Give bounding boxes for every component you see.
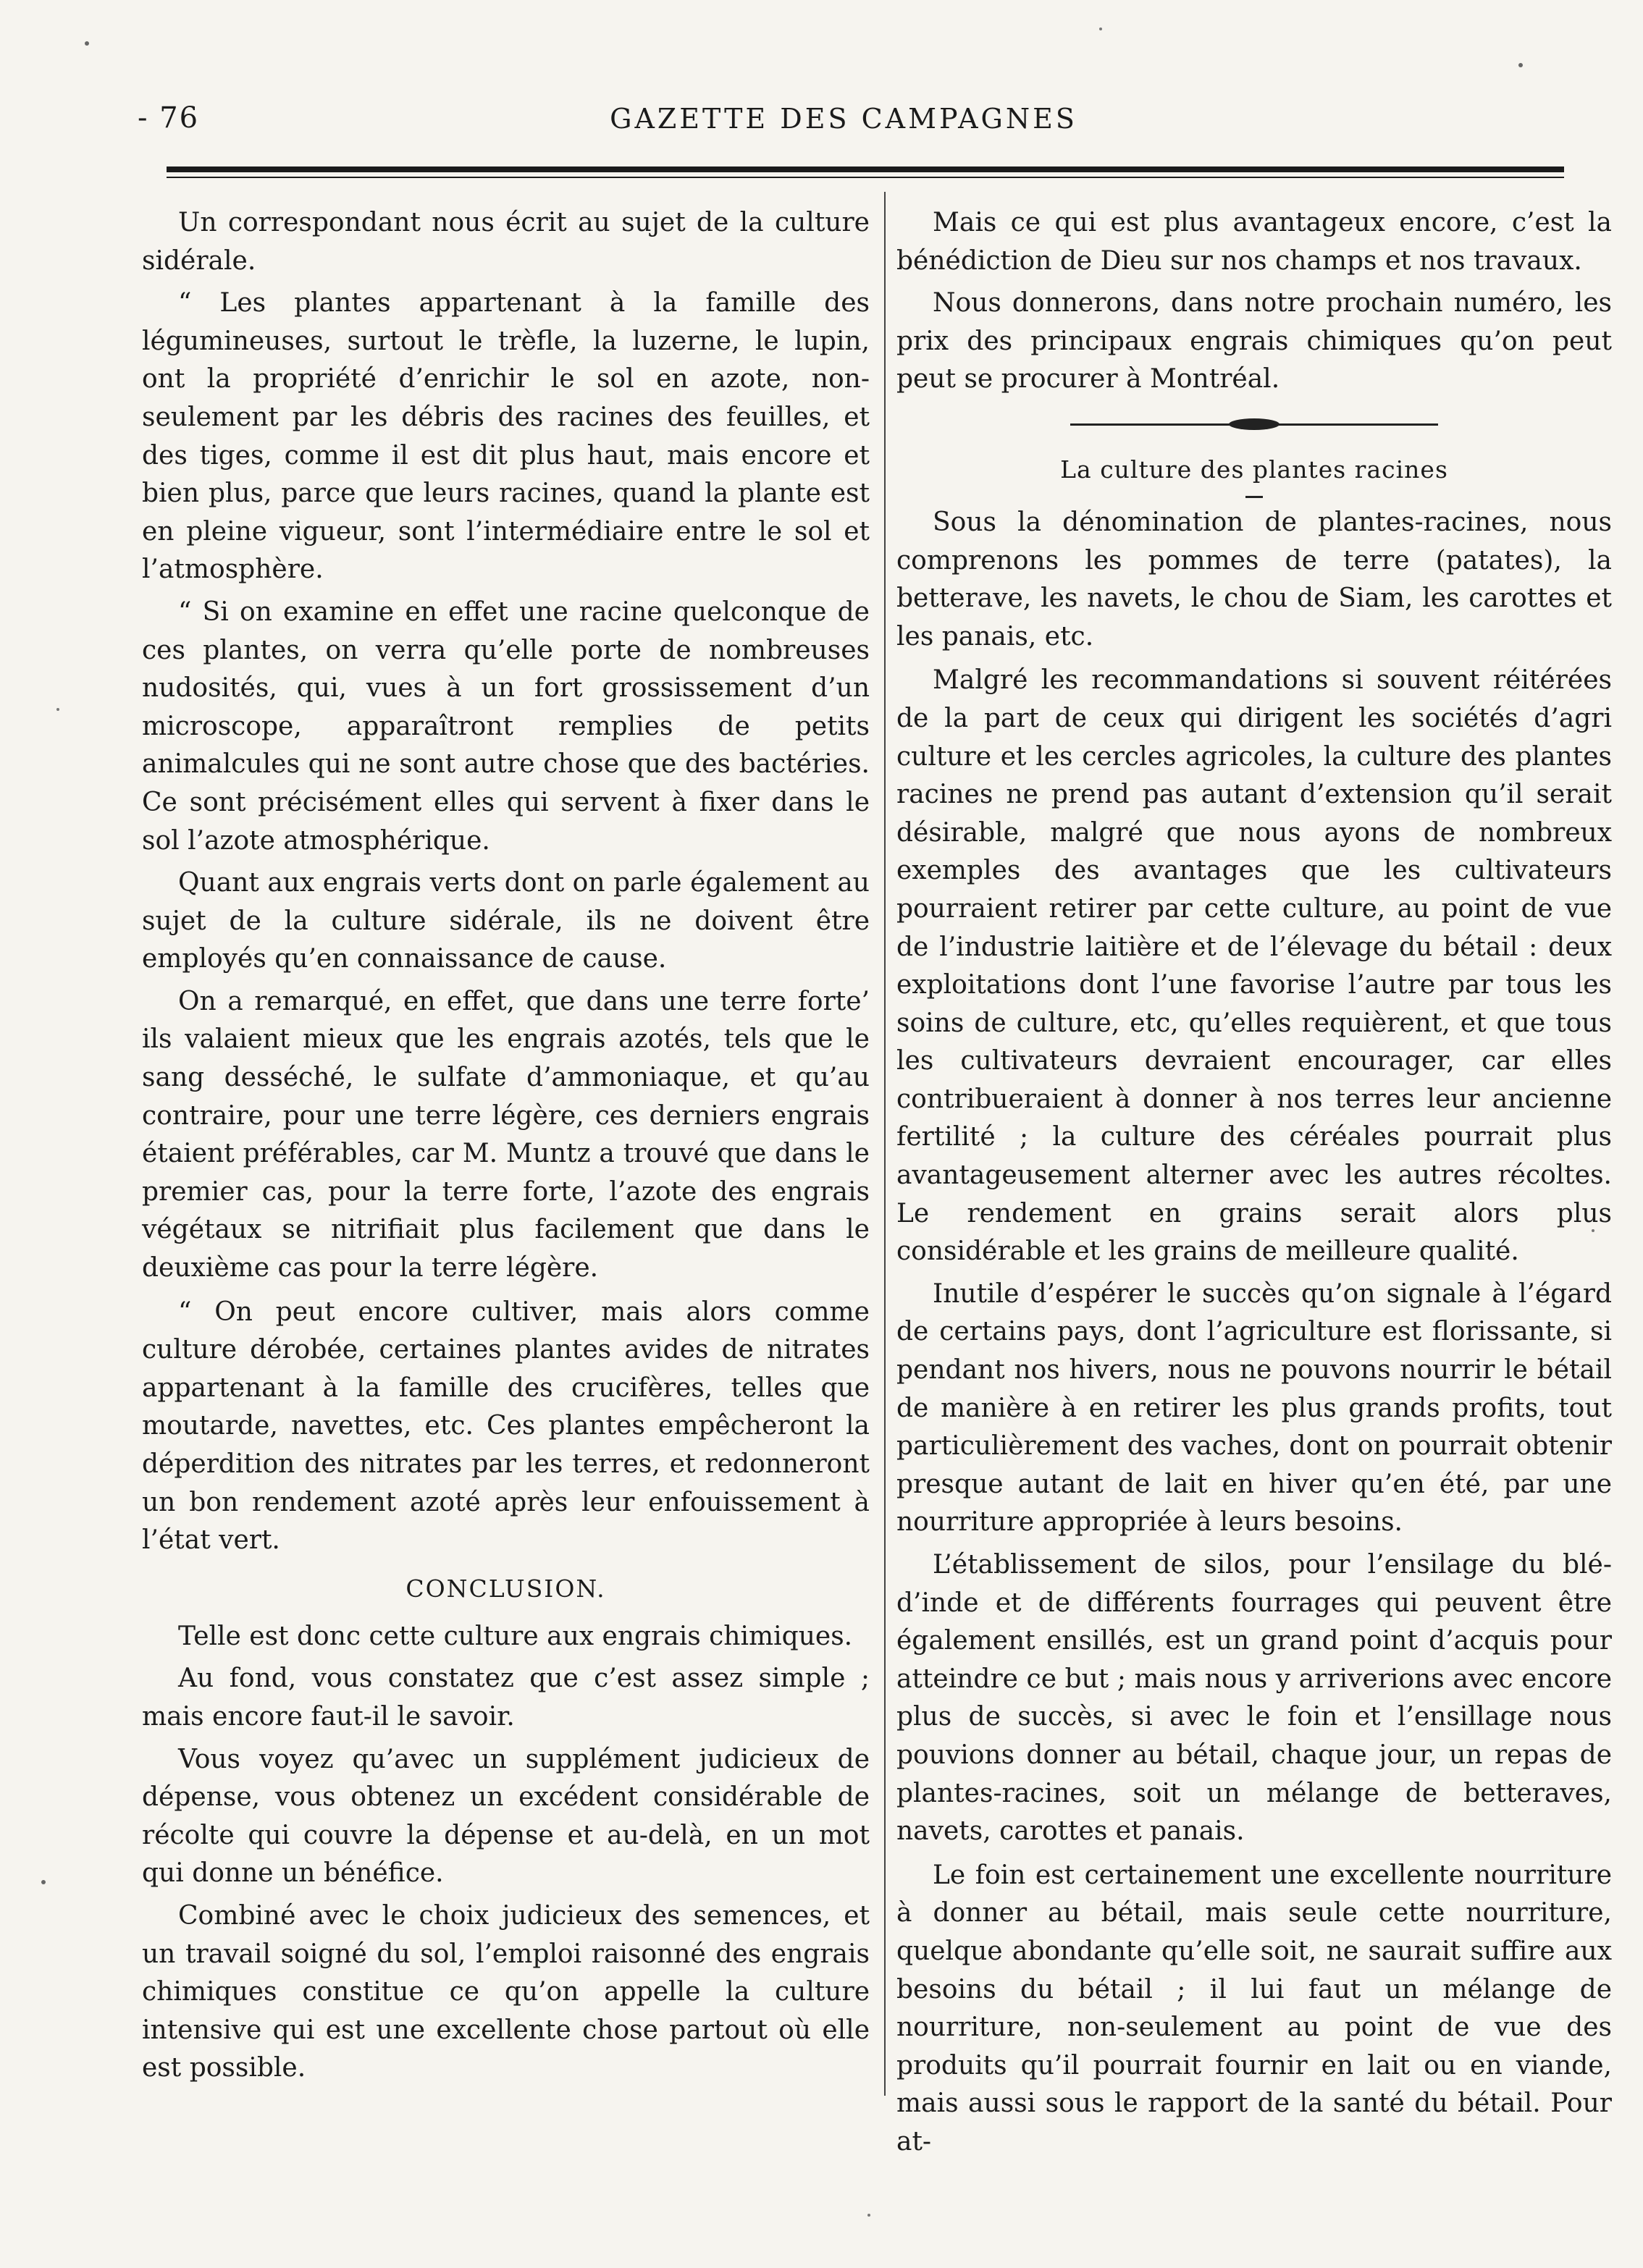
article-paragraph: Sous la dénomination de plantes-racines, nous comprenons les pommes de terre (patates), la betterave, les navets, le chou de Siam, les carottes et les panais, etc.	[896, 507, 1612, 652]
section-heading: La culture des plantes racines	[1060, 455, 1448, 484]
right-column	[896, 204, 1612, 2166]
page-header	[138, 101, 1550, 145]
conclusion-paragraph: Combiné avec le choix judicieux des semences, et un travail soigné du sol, l’emploi raisonné des engrais chimiques constitue ce qu’on appelle la culture intensive qui est une excellente chose partout où elle est possible.	[142, 1900, 870, 2083]
article-paragraph: Nous donnerons, dans notre prochain numéro, les prix des principaux engrais chimiques qu’on peut peut se procurer à Montréal.	[896, 288, 1612, 395]
article-paragraph: Un correspondant nous écrit au sujet de la culture sidérale.	[142, 208, 870, 276]
article-paragraph: L’établissement de silos, pour l’ensilage du blé-d’inde et de différents fourrages qui peuvent être également ensillés, est un grand point d’acquis pour atteindre ce but ; mais nous y arriverions avec encore plus de succès, si avec le foin et l’ensillage nous pouvions donner au bétail, chaque jour, un repas de plantes-racines, soit un mélange de betteraves, navets, carottes et panais.	[896, 1550, 1612, 1847]
article-paragraph: “ On peut encore cultiver, mais alors comme culture dérobée, certaines plantes avides de nitrates appartenant à la famille des crucifères, telles que moutarde, navettes, etc. Ces plantes empêcheront la déperdition des nitrates par les terres, et redonneront un bon rendement azoté après leur enfouissement à l’état vert.	[142, 1297, 870, 1556]
page-number: - 76	[138, 101, 200, 135]
conclusion-paragraph: Telle est donc cette culture aux engrais chimiques.	[178, 1621, 853, 1651]
column-divider	[884, 192, 886, 2096]
article-paragraph: On a remarqué, en effet, que dans une terre forte’ ils valaient mieux que les engrais azotés, tels que le sang desséché, le sulfate d’ammoniaque, et qu’au contraire, pour une terre légère, ces derniers engrais étaient préférables, car M. Muntz a trouvé que dans le premier cas, pour la terre forte, l’azote des engrais végétaux se nitrifiait plus facilement que dans le deuxième cas pour la terre légère.	[142, 986, 870, 1283]
journal-title: GAZETTE DES CAMPAGNES	[610, 103, 1077, 135]
article-paragraph: Inutile d’espérer le succès qu’on signale à l’égard de certains pays, dont l’agriculture est florissante, si pendant nos hivers, nous ne pouvons nourrir le bétail de manière à en retirer les plus grands profits, tout particulièrement des vaches, dont on pourrait obtenir presque autant de lait en hiver qu’en été, par une nourriture appropriée à leurs besoins.	[896, 1278, 1612, 1538]
article-paragraph: Malgré les recommandations si souvent réitérées de la part de ceux qui dirigent les sociétés d’agri culture et les cercles agricoles, la culture des plantes racines ne prend pas autant d’extension qu’il serait désirable, malgré que nous ayons de nombreux exemples des avantages que les cultivateurs pourraient retirer par cette culture, au point de vue de l’industrie laitière et de l’élevage du bétail : deux exploitations dont l’une favorise l’autre par tous les soins de culture, etc, qu’elles requièrent, et que tous les cultivateurs devraient encourager, car elles contribueraient à donner à nos terres leur ancienne fertilité ; la culture des céréales pourrait plus avantageusement alterner avec les autres récoltes. Le rendement en grains serait alors plus considérable et les grains de meilleure qualité.	[896, 665, 1612, 1267]
heading-short-rule	[1245, 496, 1263, 498]
left-column	[142, 204, 870, 2092]
divider-diamond	[1229, 418, 1279, 430]
section-divider-ornament	[896, 409, 1612, 441]
article-paragraph: “ Les plantes appartenant à la famille des légumineuses, surtout le trèfle, la luzerne, le lupin, ont la propriété d’enrichir le sol en azote, non-seulement par les débris des racines des feuilles, et des tiges, comme il est dit plus haut, mais encore et bien plus, parce que leurs racines, quand la plante est en pleine vigueur, sont l’intermédiaire entre le sol et l’atmosphère.	[142, 288, 870, 585]
article-paragraph: Mais ce qui est plus avantageux encore, c’est la bénédiction de Dieu sur nos champs et nos travaux.	[896, 208, 1612, 276]
conclusion-paragraph: Vous voyez qu’avec un supplément judicieux de dépense, vous obtenez un excédent considérable de récolte qui couvre la dépense et au-delà, en un mot qui donne un bénéfice.	[142, 1744, 870, 1889]
article-paragraph: “ Si on examine en effet une racine quelconque de ces plantes, on verra qu’elle porte de nombreuses nudosités, qui, vues à un fort grossissement d’un microscope, apparaîtront remplies de petits animalcules qui ne sont autre chose que des bactéries. Ce sont précisément elles qui servent à fixer dans le sol l’azote atmosphérique.	[142, 596, 870, 856]
header-rule-thin	[167, 177, 1564, 178]
article-paragraph: Le foin est certainement une excellente nourriture à donner au bétail, mais seule cette nourriture, quelque abondante qu’elle soit, ne saurait suffire aux besoins du bétail ; il lui faut un mélange de nourriture, non-seulement au point de vue des produits qu’il pourrait fournir en lait ou en viande, mais aussi sous le rapport de la santé du bétail. Pour at-	[896, 1860, 1612, 2157]
article-paragraph: Quant aux engrais verts dont on parle également au sujet de la culture sidérale, ils ne doivent être employés qu’en connaissance de cause.	[142, 868, 870, 974]
conclusion-paragraph: Au fond, vous constatez que c’est assez simple ; mais encore faut-il le savoir.	[142, 1664, 870, 1732]
header-rule-thick	[167, 166, 1564, 172]
conclusion-heading: CONCLUSION.	[406, 1574, 606, 1603]
